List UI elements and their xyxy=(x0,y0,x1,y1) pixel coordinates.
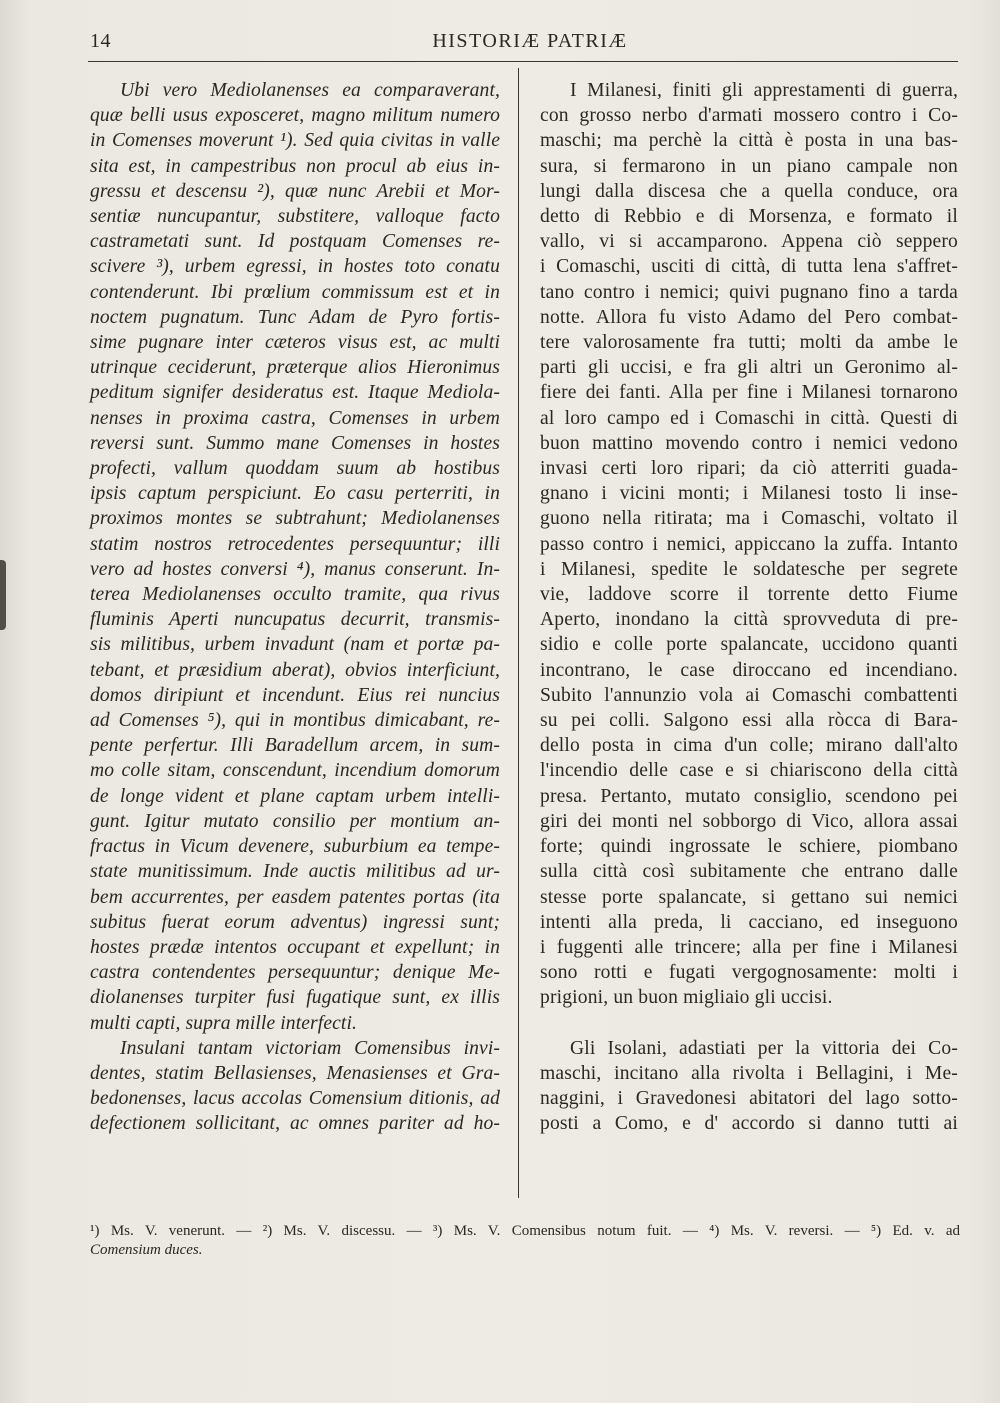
latin-line: gressu et descensu ²), quæ nunc Arebii et Mor- xyxy=(90,180,500,202)
italian-line: i fuggenti alle trincere; alla per fine i Milanesi xyxy=(540,936,958,958)
latin-line: scivere ³), urbem egressi, in hostes toto conatu xyxy=(90,256,500,278)
italian-line: fiere dei fanti. Alla per fine i Milanesi tornarono xyxy=(540,382,958,404)
italian-line: stesse porte spalancate, si gettano sui nemici xyxy=(540,886,958,908)
latin-line: ad Comenses ⁵), qui in montibus dimicabant, re- xyxy=(90,710,500,732)
italian-line: vallo, vi si accamparono. Appena ciò seppero xyxy=(540,231,958,253)
latin-line: contenderunt. Ibi prœlium commissum est et in xyxy=(90,281,500,303)
italian-line: gnano i vicini monti; i Milanesi tosto li inse- xyxy=(540,483,958,505)
italian-line: l'incendio delle case e si chiariscono della città xyxy=(540,760,958,782)
latin-line: bem accurrentes, per easdem patentes portas (ita xyxy=(90,886,500,908)
italian-line: vie, laddove scorre il torrente detto Fiume xyxy=(540,584,958,606)
latin-line: gunt. Igitur mutato consilio per montium an- xyxy=(90,810,500,832)
latin-line: vero ad hostes conversi ⁴), manus conserunt. In- xyxy=(90,558,500,580)
footnote-line: ¹) Ms. V. venerunt. — ²) Ms. V. discessu. — ³) Ms. V. Comensibus notum fuit. — ⁴) Ms. V. reversi. — ⁵) Ed. v. ad xyxy=(90,1223,960,1239)
latin-line: tebant, et præsidium aberat), obvios interficiunt, xyxy=(90,659,500,681)
italian-line: forte; quindi ingrossate le schiere, piombano xyxy=(540,836,958,858)
italian-line: con grosso nerbo d'armati mossero contro i Co- xyxy=(540,105,958,127)
italian-line: passo contro i nemici, appiccano la zuffa. Intanto xyxy=(540,533,958,555)
page-number: 14 xyxy=(90,30,111,52)
latin-line: in Comenses moverunt ¹). Sed quia civitas in valle xyxy=(90,130,500,152)
italian-line: i Milanesi, spedite le soldatesche per segrete xyxy=(540,558,958,580)
latin-line: utrinque ceciderunt, præterque alios Hieronimus xyxy=(90,357,500,379)
italian-line: sidio e colle porte spalancate, uccidono quanti xyxy=(540,634,958,656)
latin-line: pente perfertur. Illi Baradellum arcem, in sum- xyxy=(90,735,500,757)
latin-line: Insulani tantam victoriam Comensibus invi- xyxy=(120,1037,500,1059)
italian-line: i Comaschi, usciti di città, di tutta lena s'affret- xyxy=(540,256,958,278)
latin-line: mo colle sitam, conscendunt, incendium domorum xyxy=(90,760,500,782)
latin-line: reversi sunt. Summo mane Comenses in hostes xyxy=(90,432,500,454)
latin-line: castrametati sunt. Id postquam Comenses re- xyxy=(90,231,500,253)
latin-line: diolanenses turpiter fusi fugatique sunt, ex illis xyxy=(90,987,500,1009)
italian-line: Aperto, inondano la città sprovveduta di pre- xyxy=(540,609,958,631)
italian-line: naggini, i Gravedonesi abitatori del lago sotto- xyxy=(540,1087,958,1109)
italian-line: tere valorosamente fra tutti; molti da ambe le xyxy=(540,332,958,354)
italian-line: invasi certi loro ripari; da ciò atterriti guada- xyxy=(540,458,958,480)
latin-line: terea Mediolanenses occulto tramite, qua rivus xyxy=(90,584,500,606)
italian-line: prigioni, un buon migliaio gli uccisi. xyxy=(540,987,833,1009)
header-rule xyxy=(88,61,958,62)
italian-column xyxy=(540,78,958,1136)
page-edge-mark xyxy=(0,560,6,630)
footnote-line: Comensium duces. xyxy=(90,1242,203,1258)
latin-line: Ubi vero Mediolanenses ea comparaverant, xyxy=(120,80,500,101)
italian-line: su pei colli. Salgono essi alla ròcca di Bara- xyxy=(540,710,958,732)
latin-line: proximos montes se subtrahunt; Mediolanenses xyxy=(90,508,500,530)
latin-line: profecti, vallum quoddam suum ab hostibus xyxy=(90,458,500,480)
latin-line: quæ belli usus exposceret, magno militum numero xyxy=(90,105,500,127)
italian-line: maschi, incitano alla rivolta i Bellagini, i Me- xyxy=(540,1062,958,1084)
latin-line: fluminis Aperti nuncupatus decurrit, transmis- xyxy=(90,609,500,631)
latin-line: dentes, statim Bellasienses, Menasienses et Gra- xyxy=(90,1062,500,1084)
italian-line: presa. Pertanto, mutato consiglio, scendono pei xyxy=(540,785,958,807)
italian-line: buon mattino movendo contro i nemici vedono xyxy=(540,432,958,454)
latin-line: noctem pugnatum. Tunc Adam de Pyro fortis- xyxy=(90,306,500,328)
latin-line: subitus fuerat eorum adventus) ingressi sunt; xyxy=(90,911,500,933)
latin-line: domos diripiunt et incendunt. Eius rei nuncius xyxy=(90,684,500,706)
latin-line: multi capti, supra mille interfecti. xyxy=(90,1012,357,1034)
italian-line: sulla città così subitamente che entrano dalle xyxy=(540,861,958,883)
italian-line: detto di Rebbio e di Morsenza, e formato il xyxy=(540,206,958,228)
latin-line: castra contendentes persequuntur; denique Me- xyxy=(90,962,500,984)
italian-line: sono rotti e fugati vergognosamente: molti i xyxy=(540,962,958,984)
italian-line: al loro campo ed i Comaschi in città. Questi di xyxy=(540,407,958,429)
latin-line: bedonenses, lacus accolas Comensium ditionis, ad xyxy=(90,1088,500,1110)
latin-line: defectionem sollicitant, ac omnes pariter ad ho- xyxy=(90,1113,500,1135)
italian-line: I Milanesi, finiti gli apprestamenti di guerra, xyxy=(570,80,958,101)
latin-line: sime pugnare inter cæteros visus est, ac multi xyxy=(90,332,500,354)
italian-line: Subito l'annunzio vola ai Comaschi combattenti xyxy=(540,684,958,706)
italian-line: Gli Isolani, adastiati per la vittoria dei Co- xyxy=(570,1037,958,1059)
latin-line: sita est, in campestribus non procul ab eius in- xyxy=(90,155,500,177)
running-title: HISTORIÆ PATRIÆ xyxy=(432,30,628,52)
italian-line: maschi; ma perchè la città è posta in una bas- xyxy=(540,130,958,152)
italian-line: intenti alla preda, li cacciano, ed inseguono xyxy=(540,911,958,933)
latin-line: hostes prædæ intentos occupant et expellunt; in xyxy=(90,936,500,958)
footnotes xyxy=(90,1222,960,1260)
italian-line: parti gli uccisi, e fra gli altri un Geronimo al- xyxy=(540,357,958,379)
latin-line: sentiæ nuncupantur, substitere, valloque facto xyxy=(90,206,500,228)
italian-line: notte. Allora fu visto Adamo del Pero combat- xyxy=(540,306,958,328)
italian-line: posti a Como, e d' accordo si danno tutti ai xyxy=(540,1113,958,1135)
latin-line: nenses in proxima castra, Comenses in urbem xyxy=(90,407,500,429)
italian-line: sura, si fermarono in un piano campale non xyxy=(540,155,958,177)
italian-line: dello posta in cima d'un colle; mirano dall'alto xyxy=(540,735,958,757)
latin-column xyxy=(90,78,500,1137)
latin-line: fractus in Vicum devenere, suburbium ea tempe- xyxy=(90,836,500,858)
latin-line: statim nostros retrocedentes persequuntur; illi xyxy=(90,533,500,555)
italian-line: guono nella ritirata; ma i Comaschi, voltato il xyxy=(540,508,958,530)
italian-line: lungi dalla discesa che a quella conduce, ora xyxy=(540,180,958,202)
latin-line: sis militibus, urbem invadunt (nam et portæ pa- xyxy=(90,634,500,656)
latin-line: state munitissimum. Inde auctis militibus ad ur- xyxy=(90,861,500,883)
italian-line: tano contro i nemici; quivi pugnano fino a tarda xyxy=(540,281,958,303)
italian-line: incontrano, le case diroccano ed incendiano. xyxy=(540,659,958,681)
latin-line: peditum signifer desideratus est. Itaque Mediola- xyxy=(90,382,500,404)
latin-line: de longe vident et plane captam urbem intelli- xyxy=(90,785,500,807)
italian-line: giri dei monti nel sobborgo di Vico, allora assai xyxy=(540,810,958,832)
column-divider xyxy=(518,68,519,1198)
paragraph-gap xyxy=(540,1011,958,1036)
latin-line: ipsis captum perspiciunt. Eo casu perterriti, in xyxy=(90,483,500,505)
